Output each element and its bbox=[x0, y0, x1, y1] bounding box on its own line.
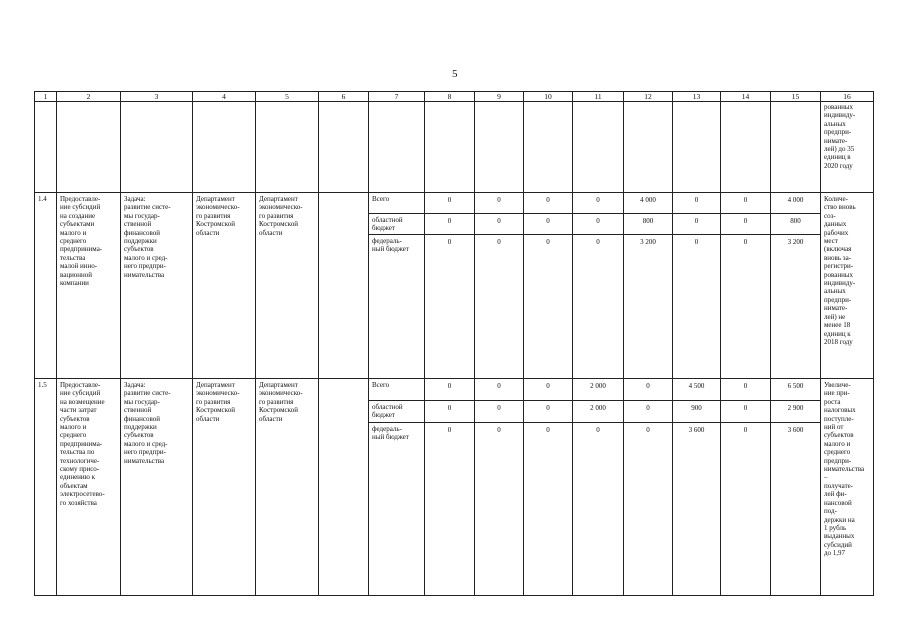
col-header: 11 bbox=[573, 92, 624, 102]
budget-label: Всего bbox=[369, 379, 425, 401]
budget-value: 0 bbox=[573, 214, 624, 235]
budget-value: 0 bbox=[475, 401, 524, 423]
budget-value: 0 bbox=[673, 235, 721, 379]
budget-value: 0 bbox=[524, 214, 573, 235]
col-header: 13 bbox=[673, 92, 721, 102]
indicator-continuation: рованных индивиду- альных предпри- нимате- лей) до 35 единиц в 2020 году bbox=[821, 102, 874, 193]
budget-value: 0 bbox=[624, 379, 673, 401]
responsible-executor: Департамент экономическо- го развития Костромской области bbox=[193, 193, 256, 379]
header-row bbox=[35, 92, 874, 102]
program-table bbox=[34, 91, 874, 596]
budget-value: 0 bbox=[624, 401, 673, 423]
table-row bbox=[35, 379, 874, 401]
col-header: 5 bbox=[256, 92, 319, 102]
budget-value: 0 bbox=[721, 193, 771, 214]
budget-value: 0 bbox=[425, 235, 475, 379]
budget-label: областной бюджет bbox=[369, 214, 425, 235]
budget-value: 4 000 bbox=[624, 193, 673, 214]
col-header: 12 bbox=[624, 92, 673, 102]
budget-value: 0 bbox=[475, 193, 524, 214]
participant: Департамент экономическо- го развития Костромской области bbox=[256, 379, 319, 596]
task-text: Задача: развитие систе- мы государ- ственной финансовой поддержки субъектов малого и сред- него предпри- нимательства bbox=[121, 379, 193, 596]
budget-value: 0 bbox=[673, 214, 721, 235]
col-header: 16 bbox=[821, 92, 874, 102]
budget-value: 3 200 bbox=[624, 235, 673, 379]
budget-label: федераль- ный бюджет bbox=[369, 235, 425, 379]
budget-value: 0 bbox=[721, 235, 771, 379]
budget-value: 0 bbox=[475, 423, 524, 596]
budget-value: 0 bbox=[573, 193, 624, 214]
col-header: 15 bbox=[771, 92, 821, 102]
row-number: 1.4 bbox=[35, 193, 57, 379]
col-header: 6 bbox=[319, 92, 369, 102]
budget-value: 4 000 bbox=[771, 193, 821, 214]
budget-value: 0 bbox=[524, 379, 573, 401]
budget-value: 6 500 bbox=[771, 379, 821, 401]
budget-value: 4 500 bbox=[673, 379, 721, 401]
budget-value: 3 600 bbox=[771, 423, 821, 596]
budget-value: 3 600 bbox=[673, 423, 721, 596]
col-header: 10 bbox=[524, 92, 573, 102]
budget-value: 0 bbox=[524, 401, 573, 423]
page-number: 5 bbox=[452, 68, 458, 80]
budget-value: 0 bbox=[524, 193, 573, 214]
col6-cell bbox=[319, 379, 369, 596]
budget-value: 0 bbox=[425, 214, 475, 235]
budget-label: областной бюджет bbox=[369, 401, 425, 423]
budget-value: 0 bbox=[524, 423, 573, 596]
continuation-row bbox=[35, 102, 874, 193]
budget-value: 2 000 bbox=[573, 379, 624, 401]
budget-value: 0 bbox=[425, 193, 475, 214]
budget-value: 0 bbox=[475, 379, 524, 401]
budget-value: 0 bbox=[721, 401, 771, 423]
col-header: 3 bbox=[121, 92, 193, 102]
budget-value: 0 bbox=[425, 401, 475, 423]
budget-value: 0 bbox=[524, 235, 573, 379]
budget-value: 2 900 bbox=[771, 401, 821, 423]
budget-value: 800 bbox=[624, 214, 673, 235]
table-row bbox=[35, 193, 874, 214]
col-header: 1 bbox=[35, 92, 57, 102]
responsible-executor: Департамент экономическо- го развития Костромской области bbox=[193, 379, 256, 596]
col-header: 2 bbox=[57, 92, 121, 102]
budget-value: 0 bbox=[475, 214, 524, 235]
budget-value: 0 bbox=[721, 423, 771, 596]
target-indicator: Количе- ство вновь соз- данных рабочих мест (включая вновь за- регистри- рованных индивиду- альных предпри- нимате- лей) не менее 18 единиц к 2018 году bbox=[821, 193, 874, 379]
budget-value: 900 bbox=[673, 401, 721, 423]
col-header: 9 bbox=[475, 92, 524, 102]
budget-value: 0 bbox=[624, 423, 673, 596]
budget-value: 0 bbox=[475, 235, 524, 379]
budget-value: 0 bbox=[721, 214, 771, 235]
budget-value: 3 200 bbox=[771, 235, 821, 379]
row-number: 1.5 bbox=[35, 379, 57, 596]
budget-value: 800 bbox=[771, 214, 821, 235]
task-text: Задача: развитие систе- мы государ- ственной финансовой поддержки субъектов малого и сред- него предпри- нимательства bbox=[121, 193, 193, 379]
col-header: 4 bbox=[193, 92, 256, 102]
col-header: 7 bbox=[369, 92, 425, 102]
budget-value: 0 bbox=[573, 235, 624, 379]
budget-value: 0 bbox=[425, 423, 475, 596]
budget-value: 0 bbox=[673, 193, 721, 214]
budget-value: 0 bbox=[573, 423, 624, 596]
budget-value: 2 000 bbox=[573, 401, 624, 423]
budget-label: Всего bbox=[369, 193, 425, 214]
budget-value: 0 bbox=[425, 379, 475, 401]
budget-label: федераль- ный бюджет bbox=[369, 423, 425, 596]
budget-value: 0 bbox=[721, 379, 771, 401]
col6-cell bbox=[319, 193, 369, 379]
col-header: 14 bbox=[721, 92, 771, 102]
target-indicator: Увеличе- ние при- роста налоговых поступле- ний от субъектов малого и среднего предпри- нимательства – получате- лей фи- нансовой под- держки на 1 рубль выданных субсидий до 1,97 bbox=[821, 379, 874, 596]
measure-name: Предоставле- ние субсидий на создание субъектами малого и среднего предпринима- тельства малой инно- вационной компании bbox=[57, 193, 121, 379]
measure-name: Предоставле- ние субсидий на возмещение части затрат субъектов малого и среднего предпринима- тельства по технологиче- скому присо- единению к объектам электросетево- го хозяйства bbox=[57, 379, 121, 596]
participant: Департамент экономическо- го развития Костромской области bbox=[256, 193, 319, 379]
col-header: 8 bbox=[425, 92, 475, 102]
